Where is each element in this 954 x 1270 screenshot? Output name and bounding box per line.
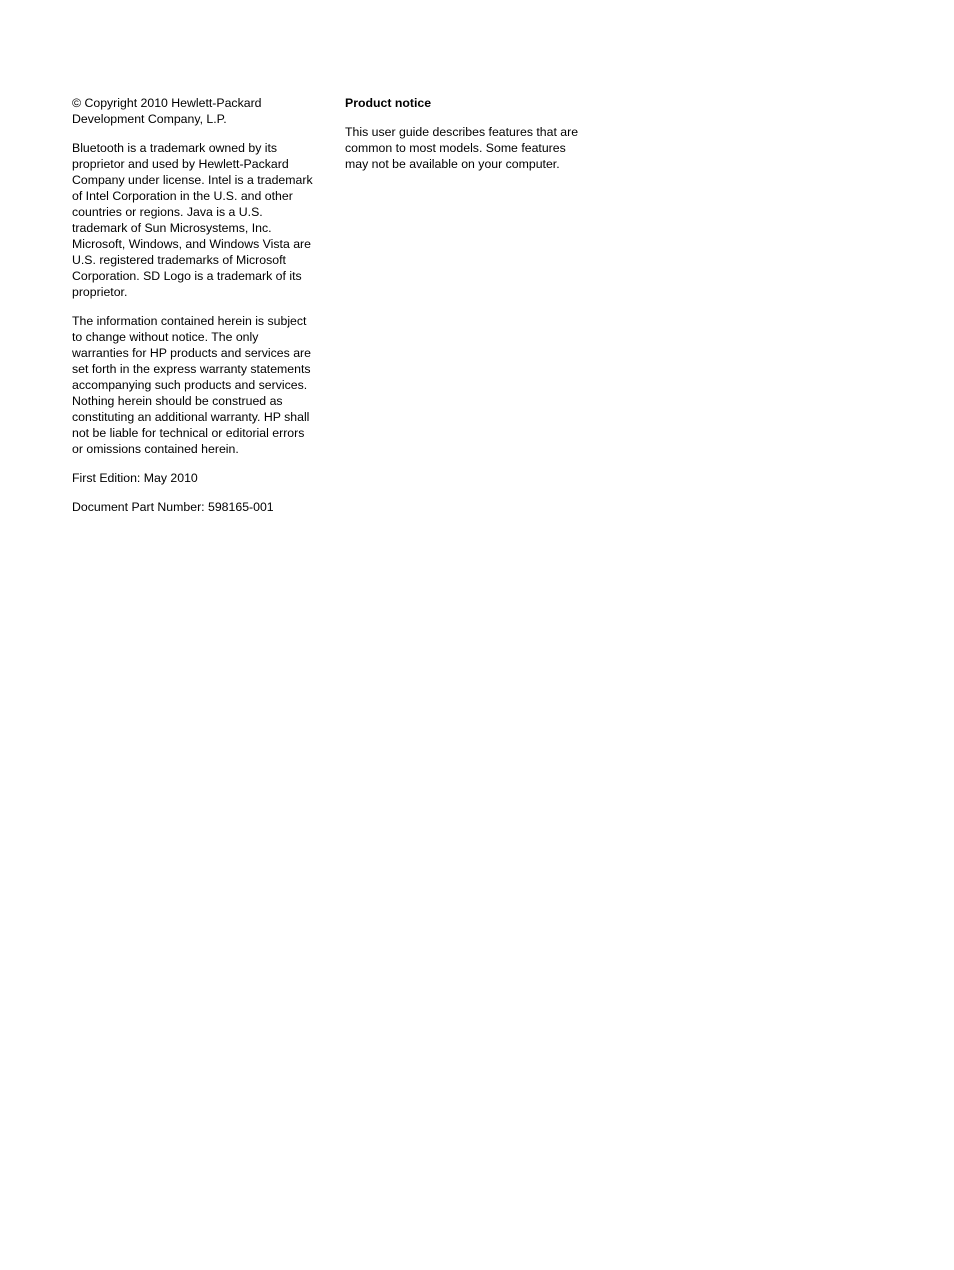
product-notice-column <box>345 95 599 185</box>
trademarks-text: Bluetooth is a trademark owned by its proprietor and used by Hewlett-Packard Company under license. Intel is a trademark of Intel Corporation in the U.S. and other countries or regions. Java is a U.S. trademark of Sun Microsystems, Inc. Microsoft, Windows, and Windows Vista are U.S. registered trademarks of Microsoft Corporation. SD Logo is a trademark of its proprietor. <box>72 141 313 299</box>
disclaimer-text: The information contained herein is subject to change without notice. The only warranties for HP products and services are set forth in the express warranty statements accompanying such products and services. Nothing herein should be construed as constituting an additional warranty. HP shall not be liable for technical or editorial errors or omissions contained herein. <box>72 314 311 456</box>
edition-text: First Edition: May 2010 <box>72 471 198 485</box>
part-number-text: Document Part Number: 598165-001 <box>72 500 274 514</box>
product-notice-text: This user guide describes features that are common to most models. Some features may not be available on your computer. <box>345 125 579 171</box>
copyright-text: © Copyright 2010 Hewlett-Packard Development Company, L.P. <box>72 96 262 126</box>
legal-notice-column <box>72 95 326 528</box>
product-notice-heading: Product notice <box>345 96 432 110</box>
